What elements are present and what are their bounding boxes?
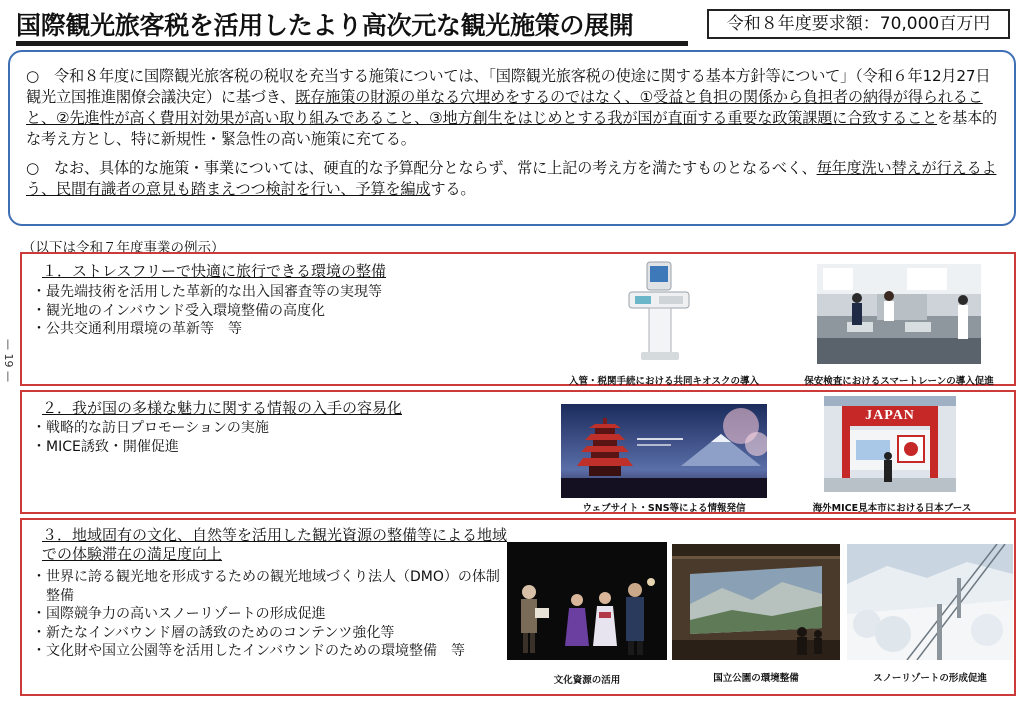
examples-caption: （以下は令和７年度事業の例示） <box>22 240 225 256</box>
summary-p2-intro: ○ なお、具体的な施策・事業については、硬直的な予算配分とならず、常に上記の考え方を満たすものとなるべく、 <box>26 159 817 177</box>
section-3-heading-line-2: での体験滞在の満足度向上 <box>42 545 223 563</box>
section-2 <box>20 390 1016 514</box>
section-2-heading: ２．我が国の多様な魅力に関する情報の入手の容易化 <box>42 399 403 417</box>
page-title: 国際観光旅客税を活用したより高次元な観光施策の展開 <box>16 10 688 46</box>
summary-p1-end: を基本的な考え方とし、特に新規性・緊急性の高い施策に充てる。 <box>26 109 998 148</box>
section-3-heading-line-1: ３．地域固有の文化、自然等を活用した観光資源の整備等による地域 <box>42 526 508 544</box>
section-3-item: ・ 文化財や国立公園等を活用したインバウンドのための環境整備 等 <box>32 642 508 661</box>
section-2-item: ・ MICE誘致・開催促進 <box>32 438 462 457</box>
smart-lane-caption: 保安検査におけるスマートレーンの導入促進 <box>804 376 994 387</box>
pagoda-website-photo <box>561 404 767 498</box>
national-park-caption: 国立公園の環境整備 <box>713 673 799 684</box>
section-3 <box>20 518 1016 696</box>
section-1-item: ・ 最先端技術を活用した革新的な出入国審査等の実現等 <box>32 283 462 302</box>
page-number: — 19 — <box>2 339 15 382</box>
section-1 <box>20 252 1016 386</box>
national-park-photo <box>672 544 840 660</box>
summary-p1-intro: ○ 令和８年度に国際観光旅客税の税収を充当する施策については、「国際観光旅客税の使途に関する基本方針等について」（令和６年12月27日観光立国推進閣僚会議決定）に基づき、 <box>26 67 991 106</box>
summary-paragraph-2 <box>26 158 1000 200</box>
section-2-list <box>32 419 462 456</box>
snow-resort-photo <box>847 544 1013 660</box>
summary-box <box>8 50 1016 226</box>
section-2-item: ・ 戦略的な訪日プロモーションの実施 <box>32 419 462 438</box>
japan-booth-caption: 海外MICE見本市における日本ブース <box>812 503 972 514</box>
summary-p2-end: する。 <box>430 180 476 198</box>
section-1-item: ・ 公共交通利用環境の革新等 等 <box>32 320 462 339</box>
section-3-item: ・ 国際競争力の高いスノーリゾートの形成促進 <box>32 605 508 624</box>
cultural-performance-photo <box>507 542 667 660</box>
section-3-item: ・ 世界に誇る観光地を形成するための観光地域づくり法人（DMO）の体制整備 <box>32 568 508 605</box>
summary-paragraph-1 <box>26 66 1000 150</box>
smart-lane-photo <box>817 264 981 364</box>
section-3-item: ・ 新たなインバウンド層の誘致のためのコンテンツ強化等 <box>32 624 508 643</box>
section-3-list <box>32 568 508 661</box>
section-1-heading: １．ストレスフリーで快適に旅行できる環境の整備 <box>42 262 386 280</box>
website-caption: ウェブサイト・SNS等による情報発信 <box>582 503 746 514</box>
section-1-item: ・ 観光地のインバウンド受入環境整備の高度化 <box>32 302 462 321</box>
budget-box: 令和８年度要求額：70,000百万円 <box>707 9 1010 39</box>
japan-booth-photo <box>824 396 956 492</box>
snow-resort-caption: スノーリゾートの形成促進 <box>873 673 987 684</box>
section-1-list <box>32 283 462 339</box>
japan-booth-sign: JAPAN <box>865 408 915 423</box>
cultural-resources-caption: 文化資源の活用 <box>553 675 621 686</box>
summary-p1-underlined: 既存施策の財源の単なる穴埋めをするのではなく、①受益と負担の関係から負担者の納得が得られること、②先進性が高く費用対効果が高い取り組みであること、③地方創生をはじめとする我が国が直面する重要な政策課題に合致すること <box>26 88 983 127</box>
kiosk-caption: 入管・税関手続における共同キオスクの導入 <box>569 376 759 387</box>
kiosk-photo <box>619 258 697 366</box>
summary-p2-underlined: 毎年度洗い替えが行えるよう、民間有識者の意見も踏まえつつ検討を行い、予算を編成 <box>26 159 997 198</box>
